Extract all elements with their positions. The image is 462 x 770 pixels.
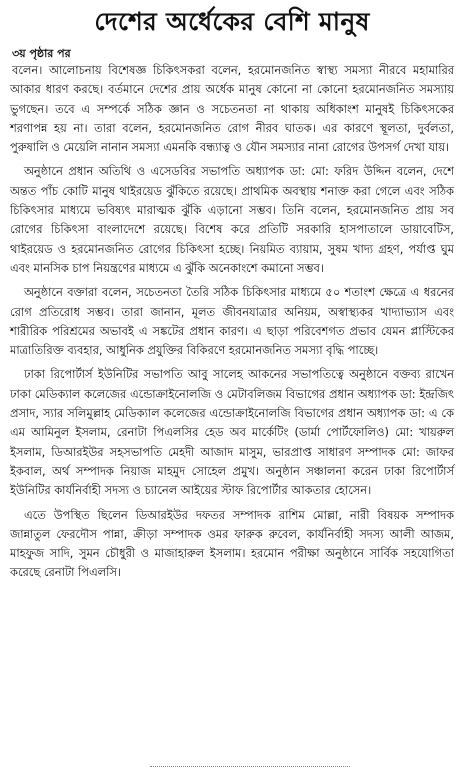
- paragraph: এতে উপস্থিত ছিলেন ডিআরইউর দফতর সম্পাদক রাশিম মোল্লা, নারী বিষয়ক সম্পাদক জান্নাতুল ফেরদৌস পান্না, ক্রীড়া সম্পাদক ওমর ফারুক রুবেল, কার্যনির্বাহী সদস্য আলী আজম, মাহফুজ সাদি, সুমন চৌধুরী ও মাজাহারুল ইসলাম। হরমোন পরীক্ষা অনুষ্ঠানে সার্বিক সহযোগিতা করেছে রেনাটা পিএলসি।: [10, 507, 454, 580]
- paragraph: ঢাকা রিপোর্টার্স ইউনিটির সভাপতি আবু সালেহ আকনের সভাপতিত্বে অনুষ্ঠানে বক্তব্য রাখেন ঢাকা মেডিক্যাল কলেজের এন্ডোক্রাইনোলজি ও মেটাবলিজম বিভাগের প্রধান অধ্যাপক ডা: ইন্দ্রজিৎ প্রসাদ, স্যার সলিমুল্লাহ মেডিক্যাল কলেজের এন্ডোক্রাইনোলজি বিভাগের প্রধান অধ্যাপক ডা: এ কে এম আমিনুল ইসলাম, রেনাটা পিএলসির হেড অব মার্কেটিং (ডার্মা পোর্টফোলিও) মো: খায়রুল ইসলাম, ডিআরইউর সহসভাপতি মেহদী আজাদ মাসুম, ভারপ্রাপ্ত সাধারণ সম্পাদক মো: জাফর ইকবাল, অর্থ সম্পাদক নিয়াজ মাহমুদ সোহেল প্রমুখ। অনুষ্ঠান সঞ্চালনা করেন ঢাকা রিপোর্টার্স ইউনিটির কার্যনির্বাহী সদস্য ও চ্যানেল আইয়ের স্টাফ রিপোর্টার আকতার হোসেন।: [10, 367, 454, 498]
- paragraph: বলেন। আলোচনায় বিশেষজ্ঞ চিকিৎসকরা বলেন, হরমোনজনিত স্বাস্থ্য সমস্যা নীরবে মহামারির আকার ধারণ করছে। বর্তমানে দেশের প্রায় অর্ধেক মানুষ কোনো না কোনো হরমোনজনিত সমস্যায় ভুগছেন। তবে এ সম্পর্কে সঠিক জ্ঞান ও সচেতনতা না থাকায় অধিকাংশ মানুষই চিকিৎসকের শরণাপন্ন হয় না। তারা বলেন, হরমোনজনিত রোগ নীরব ঘাতক। এর কারণে স্থূলতা, দুর্বলতা, পুরুষালি ও মেয়েলি নানান সমস্যা এমনকি বন্ধ্যাত্ব ও যৌন সমস্যার নানা রোগের উপসর্গ দেখা যায়।: [10, 63, 454, 155]
- paragraph: অনুষ্ঠানে বক্তারা বলেন, সচেতনতা তৈরি সঠিক চিকিৎসার মাধ্যমে ৫০ শতাংশ ক্ষেত্রে এ ধরনের রোগ প্রতিরোধ সম্ভব। তারা জানান, মূলত জীবনযাত্রার অনিয়ম, অস্বাস্থ্যকর খাদ্যাভ্যাস এবং শারীরিক পরিশ্রমের অভাবই এ সঙ্কটের প্রধান কারণ। এ ছাড়া পরিবেশগত প্রভাব যেমন প্লাস্টিকের মাত্রাতিরিক্ত ব্যবহার, আধুনিক প্রযুক্তির বিকিরণে হরমোনজনিত সমস্যা বৃদ্ধি পাচ্ছে।: [10, 285, 454, 358]
- paragraph: অনুষ্ঠানে প্রধান অতিথি ও এসেডবির সভাপতি অধ্যাপক ডা: মো: ফরিদ উদ্দিন বলেন, দেশে অন্তত পাঁচ কোটি মানুষ থাইরয়েড ঝুঁকিতে রয়েছে। প্রাথমিক অবস্থায় শনাক্ত করা গেলে এবং সঠিক চিকিৎসার মাধ্যমে ভবিষ্যৎ মারাত্মক ঝুঁকি এড়ানো সম্ভব। তিনি বলেন, হরমোনজনিত প্রায় সব রোগের চিকিৎসা বাংলাদেশে রয়েছে। বিশেষ করে প্রতিটি সরকারি হাসপাতালে ডায়াবেটিস, থাইরয়েড ও হরমোনজনিত রোগের চিকিৎসা হচ্ছে। নিয়মিত ব্যায়াম, সুষম খাদ্য গ্রহণ, পর্যাপ্ত ঘুম এবং মানসিক চাপ নিয়ন্ত্রণের মাধ্যমে এ ঝুঁকি অনেকাংশে কমানো সম্ভব।: [10, 164, 454, 275]
- article-body: [10, 61, 454, 583]
- headline: দেশের অর্ধেকের বেশি মানুষ: [94, 7, 370, 36]
- bottom-divider: [150, 762, 350, 767]
- continued-from-label: ৩য় পৃষ্ঠার পর: [12, 47, 71, 60]
